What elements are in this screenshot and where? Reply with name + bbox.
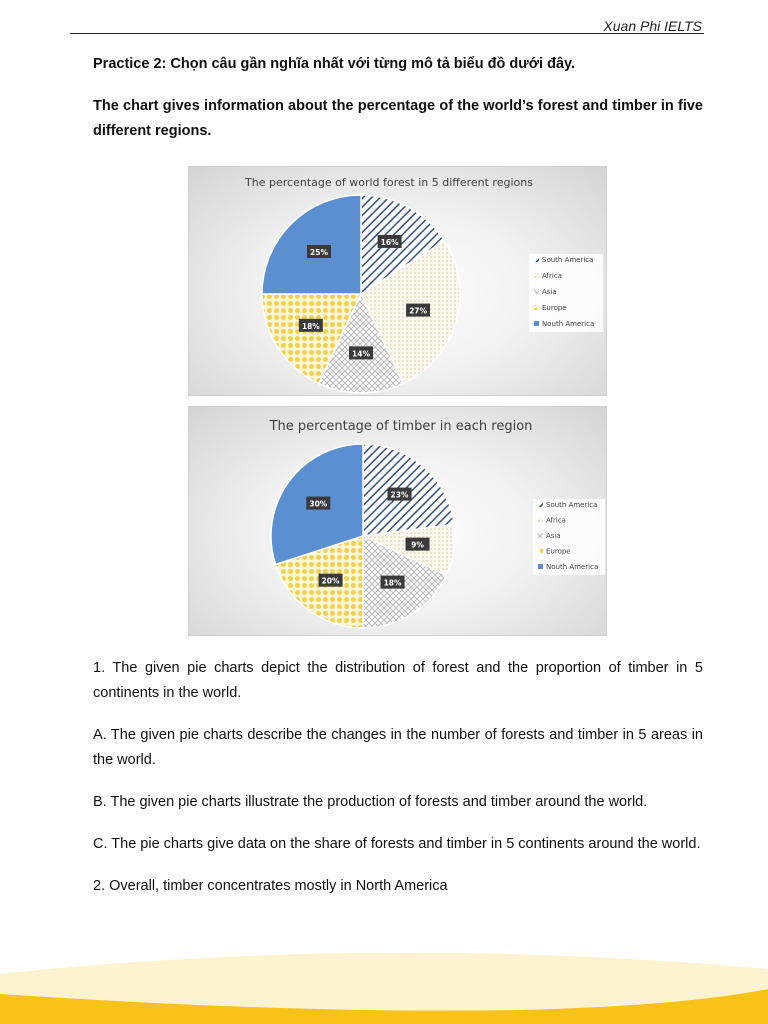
data-label-africa [406,538,430,551]
legend-label-north-america: Nouth America [546,563,599,571]
data-label-europe [319,574,343,587]
option-c: C. The pie charts give data on the share of forests and timber in 5 continents around the world. [93,836,701,852]
header-rule [70,33,704,34]
data-label-north-america [307,245,331,258]
pie-svg [189,407,607,636]
legend-label-south-america: South America [542,256,594,264]
legend-swatch-south-america [534,257,539,262]
svg-text:23%: 23% [390,490,409,500]
legend-label-africa: Africa [542,272,562,280]
data-label-asia [381,576,405,589]
data-label-africa [406,304,430,317]
legend-label-south-america: South America [546,501,598,509]
question-1: 1. The given pie charts depict the distribution of forest and the proportion of timber in 5 continents in the world. [93,660,703,701]
question-2: 2. Overall, timber concentrates mostly in North America [93,878,448,894]
legend-label-europe: Europe [546,547,571,556]
questions [93,656,703,916]
chart-title: The percentage of timber in each region [269,419,533,434]
svg-text:30%: 30% [309,499,328,509]
data-label-south-america [388,488,412,501]
header-brand: Xuan Phi IELTS [603,18,702,34]
legend-label-europe: Europe [542,304,567,312]
legend-swatch-europe [534,305,539,310]
data-label-asia [349,346,373,359]
legend [529,254,603,332]
pie-svg [189,167,607,396]
svg-text:16%: 16% [380,237,399,247]
svg-text:9%: 9% [411,540,424,550]
legend-label-asia: Asia [546,532,561,540]
legend [533,499,605,575]
practice-title: Practice 2: Chọn câu gần nghĩa nhất với từng mô tả biểu đồ dưới đây. [93,56,576,72]
footer-wave [0,914,768,1024]
legend-label-north-america: Nouth America [542,320,595,328]
legend-swatch-asia [534,289,539,294]
legend-label-asia: Asia [542,288,557,296]
svg-text:27%: 27% [409,306,428,316]
legend-swatch-north-america [538,564,543,569]
option-b: B. The given pie charts illustrate the production of forests and timber around the world. [93,794,648,810]
data-label-north-america [306,497,330,510]
chart-title: The percentage of world forest in 5 different regions [245,176,533,189]
legend-swatch-south-america [538,502,543,507]
svg-text:20%: 20% [321,576,340,586]
legend-swatch-africa [534,273,539,278]
svg-text:25%: 25% [310,247,328,257]
forest-pie-chart [188,166,607,396]
legend-swatch-europe [538,549,543,554]
legend-label-africa: Africa [546,516,566,525]
timber-pie-chart [188,406,607,636]
option-a: A. The given pie charts describe the changes in the number of forests and timber in 5 areas in the world. [93,727,703,768]
svg-text:18%: 18% [383,578,402,588]
legend-swatch-africa [538,518,543,523]
legend-swatch-north-america [534,321,539,326]
data-label-south-america [378,235,402,248]
slice-north-america [262,195,361,294]
intro-paragraph: The chart gives information about the percentage of the world’s forest and timber in five different regions. [93,98,703,139]
data-label-europe [299,319,323,332]
svg-text:18%: 18% [301,321,320,331]
legend-swatch-asia [538,533,543,538]
svg-text:14%: 14% [352,349,370,359]
